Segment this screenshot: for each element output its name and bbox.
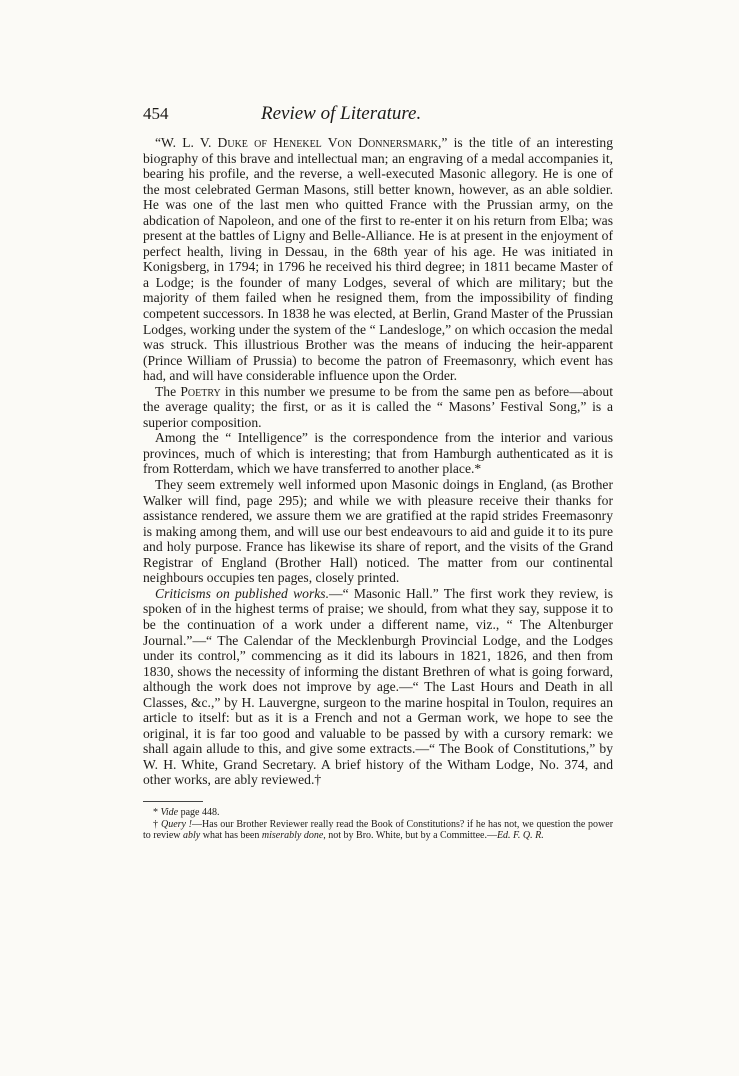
footnote-mark: † bbox=[153, 818, 161, 830]
section-term-poetry: Poetry bbox=[180, 383, 221, 399]
footnote-text: —Has our Brother Reviewer really read the Book of Constitutions? if he has not, we question the power to review bbox=[143, 818, 614, 842]
footnote-divider bbox=[143, 801, 203, 802]
footnotes bbox=[143, 807, 613, 842]
paragraph-lead: The bbox=[155, 383, 181, 399]
paragraph-text: in this number we presume to be from the same pen as before—about the average quality; the first, or as it is called the “ Masons’ Festival Song,” is a superior composition. bbox=[143, 383, 613, 430]
footnote-text: , not by Bro. White, but by a Committee.— bbox=[323, 830, 497, 842]
article-body bbox=[143, 135, 613, 788]
paragraph-criticisms bbox=[143, 586, 613, 788]
book-page bbox=[143, 103, 613, 842]
footnote-signature: Ed. F. Q. R. bbox=[496, 830, 544, 842]
footnote-italic: ably bbox=[183, 830, 201, 842]
footnote-1 bbox=[143, 807, 613, 819]
running-title: Review of Literature. bbox=[261, 103, 422, 124]
open-quote: “ bbox=[155, 135, 162, 150]
paragraph-england: They seem extremely well informed upon Masonic doings in England, (as Brother Walker will find, page 295); and while we with pleasure receive their thanks for assistance rendered, we assure them we are gratified at the rapid strides Freemasonry is making among them, and will use our best endeavours to aid and guide it to its pure and holy purpose. France has likewise its share of report, and the visits of the Grand Registrar of England (Brother Hall) noticed. The matter from our continental neighbours occupies ten pages, closely printed. bbox=[143, 477, 613, 586]
page-header bbox=[143, 103, 613, 129]
footnote-italic: Query ! bbox=[160, 818, 193, 830]
biography-title: W. L. V. Duke of Henekel Von Donnersmark, bbox=[161, 135, 442, 150]
page-number: 454 bbox=[143, 104, 169, 123]
footnote-mark: * bbox=[153, 806, 161, 818]
paragraph-poetry bbox=[143, 384, 613, 431]
paragraph-intelligence: Among the “ Intelligence” is the correspondence from the interior and various provinces, much of which is interesting; that from Hamburgh authenticated as it is from Rotterdam, which we have transferred to another place.* bbox=[143, 430, 613, 477]
footnote-2 bbox=[143, 819, 613, 842]
paragraph-text: —“ Masonic Hall.” The first work they review, is spoken of in the highest terms of praise; we should, from what they say, suppose it to be the continuation of a work under a different name, viz., “ The Altenburger Journal.”—“ The Calendar of the Mecklenburgh Provincial Lodge, and the Lodges under its control,” commencing as it did its labours in 1821, 1826, and then from 1830, shows the necessity of informing the distant Brethren of what is going forward, although the work does not improve by age.—“ The Last Hours and Death in all Classes, &c.,” by H. Lauvergne, surgeon to the marine hospital in Toulon, requires an article to itself: but as it is a French and not a German work, we hope to see the original, it is far too good and valuable to be passed by with a cursory remark: we shall again allude to this, and give some extracts.—“ The Book of Constitutions,” by W. H. White, Grand Secretary. A brief history of the Witham Lodge, No. 374, and other works, are ably reviewed.† bbox=[143, 585, 614, 788]
footnote-italic: miserably done bbox=[261, 830, 324, 842]
footnote-text: page 448. bbox=[178, 806, 220, 818]
section-heading-criticisms: Criticisms on published works. bbox=[155, 585, 329, 601]
footnote-italic: Vide bbox=[160, 806, 179, 818]
footnote-text: what has been bbox=[200, 830, 262, 842]
paragraph-donnersmark bbox=[143, 135, 613, 384]
paragraph-text: ” is the title of an interesting biography of this brave and intellectual man; an engraving of a medal accompanies it, bearing his profile, and the reverse, a well-executed Masonic allegory. He is one of the most celebrated German Masons, still better known, however, as an able soldier. He was one of the last men who quitted France with the Prussian army, on the abdication of Napoleon, and one of the first to re-enter it on his return from Elba; was present at the battles of Ligny and Belle-Alliance. He is at present in the enjoyment of perfect health, living in Dessau, in the 68th year of his age. He was initiated in Konigsberg, in 1794; in 1796 he received his third degree; in 1811 became Master of a Lodge; is the founder of many Lodges, several of which are military; but the majority of them failed when he resigned them, from the impossibility of finding competent successors. In 1838 he was elected, at Berlin, Grand Master of the Prussian Lodges, working under the system of the “ Landesloge,” on which occasion the medal was struck. This illustrious Brother was the means of inducing the heir-apparent (Prince William of Prussia) to become the patron of Freemasonry, which event has had, and will have considerable influence upon the Order. bbox=[143, 135, 613, 384]
